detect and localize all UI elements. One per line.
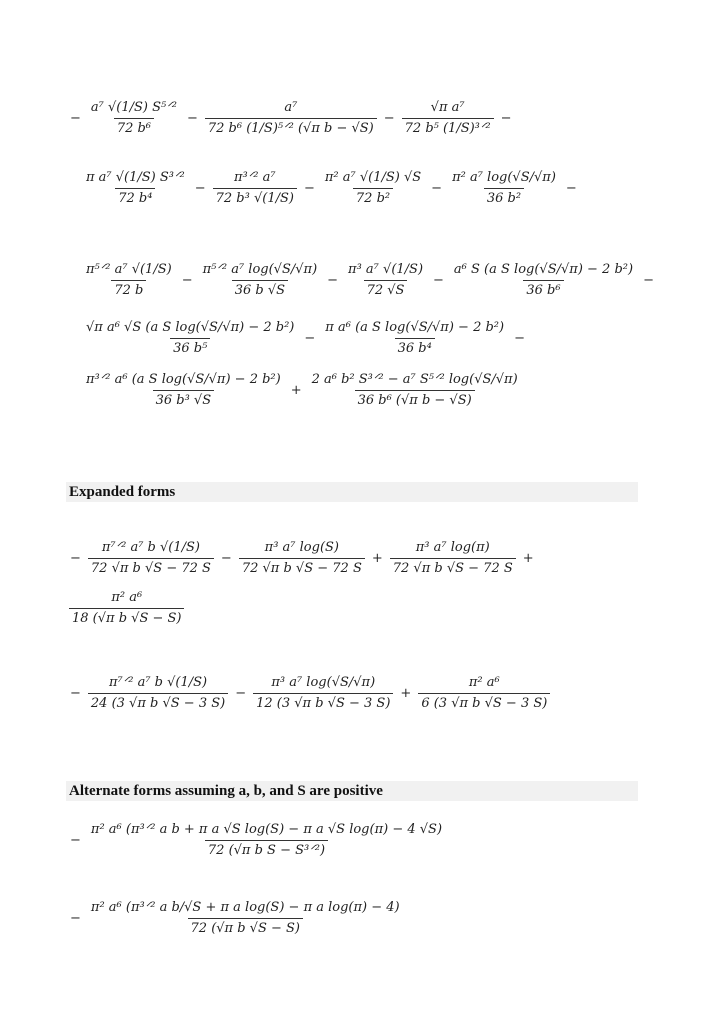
expanded-form-1-continued (66, 590, 187, 627)
denominator: 72 √π b √S − 72 S (88, 558, 214, 577)
operator: − (304, 330, 316, 346)
fraction (322, 170, 424, 207)
numerator: a⁶ S (a S log(√S/√π) − 2 b²) (453, 262, 634, 277)
operator: + (400, 685, 412, 701)
denominator: 18 (√π b √S − S) (69, 608, 184, 627)
fraction (83, 262, 175, 299)
operator: − (383, 110, 395, 126)
operator: − (186, 110, 198, 126)
alternate-form-1 (66, 822, 448, 859)
top-line-1 (66, 100, 516, 137)
operator: − (327, 272, 339, 288)
fraction (390, 540, 516, 577)
fraction (88, 100, 180, 137)
top-line-2 (80, 170, 581, 207)
denominator: 72 b⁶ (114, 118, 154, 137)
top-line-5 (80, 372, 524, 409)
denominator: 36 b⁵ (170, 338, 210, 357)
denominator: 36 b⁴ (395, 338, 435, 357)
denominator: 6 (3 √π b √S − 3 S) (418, 693, 550, 712)
numerator: π² a⁶ (468, 675, 500, 690)
denominator: 36 b √S (232, 280, 288, 299)
expanded-form-1 (66, 540, 538, 577)
fraction (69, 590, 184, 627)
fraction (345, 262, 426, 299)
denominator: 72 b⁵ (1/S)³ᐟ² (402, 118, 494, 137)
section-header-alternate: Alternate forms assuming a, b, and S are positive (66, 781, 638, 801)
top-line-4 (80, 320, 529, 357)
trailing-operator: − (643, 272, 654, 288)
numerator: 2 a⁶ b² S³ᐟ² − a⁷ S⁵ᐟ² log(√S/√π) (311, 372, 518, 387)
fraction (418, 675, 550, 712)
operator: − (220, 550, 232, 566)
numerator: √π a⁷ (430, 100, 465, 115)
numerator: π⁵ᐟ² a⁷ log(√S/√π) (202, 262, 318, 277)
denominator: 36 b² (484, 188, 524, 207)
denominator: 72 (√π b S − S³ᐟ²) (205, 840, 328, 859)
denominator: 36 b⁶ (523, 280, 563, 299)
denominator: 72 √π b √S − 72 S (390, 558, 516, 577)
denominator: 72 b³ √(1/S) (213, 188, 297, 207)
fraction (83, 372, 284, 409)
numerator: π⁷ᐟ² a⁷ b √(1/S) (108, 675, 208, 690)
numerator: π² a⁷ log(√S/√π) (452, 170, 556, 185)
numerator: π² a⁶ (111, 590, 143, 605)
numerator: π³ᐟ² a⁷ (234, 170, 276, 185)
operator: − (431, 180, 443, 196)
fraction (88, 540, 214, 577)
numerator: π a⁷ √(1/S) S³ᐟ² (86, 170, 185, 185)
fraction (213, 170, 297, 207)
operator: − (303, 180, 315, 196)
lead-operator: − (70, 910, 81, 926)
denominator: 24 (3 √π b √S − 3 S) (88, 693, 228, 712)
numerator: π² a⁷ √(1/S) √S (324, 170, 422, 185)
numerator: π² a⁶ (π³ᐟ² a b/√S + π a log(S) − π a log(π) − 4) (90, 900, 400, 915)
lead-operator: − (70, 110, 81, 126)
fraction (449, 170, 559, 207)
section-header-expanded: Expanded forms (66, 482, 638, 502)
fraction (205, 100, 377, 137)
numerator: π³ a⁷ √(1/S) (348, 262, 424, 277)
fraction (88, 675, 228, 712)
numerator: π⁵ᐟ² a⁷ √(1/S) (86, 262, 172, 277)
operator: − (433, 272, 444, 288)
fraction (83, 320, 297, 357)
denominator: 72 b (111, 280, 146, 299)
lead-operator: − (70, 685, 81, 701)
fraction (88, 900, 403, 937)
numerator: π³ᐟ² a⁶ (a S log(√S/√π) − 2 b²) (86, 372, 281, 387)
trailing-operator: − (514, 330, 525, 346)
expanded-form-2 (66, 675, 553, 712)
numerator: a⁷ √(1/S) S⁵ᐟ² (90, 100, 177, 115)
fraction (200, 262, 321, 299)
fraction (402, 100, 494, 137)
fraction (83, 170, 188, 207)
fraction (309, 372, 521, 409)
denominator: 12 (3 √π b √S − 3 S) (253, 693, 393, 712)
operator: + (290, 382, 302, 398)
denominator: 36 b⁶ (√π b − √S) (355, 390, 475, 409)
operator: + (371, 550, 383, 566)
denominator: 72 √S (364, 280, 408, 299)
numerator: π² a⁶ (π³ᐟ² a b + π a √S log(S) − π a √S log(π) − 4 √S) (90, 822, 443, 837)
alternate-form-2 (66, 900, 406, 937)
trailing-operator: + (522, 550, 534, 566)
operator: − (181, 272, 193, 288)
denominator: 72 b⁶ (1/S)⁵ᐟ² (√π b − √S) (205, 118, 377, 137)
numerator: π³ a⁷ log(S) (264, 540, 339, 555)
numerator: π³ a⁷ log(π) (415, 540, 490, 555)
operator: − (235, 685, 247, 701)
denominator: 72 (√π b √S − S) (188, 918, 303, 937)
fraction (451, 262, 636, 299)
fraction (322, 320, 507, 357)
numerator: a⁷ (284, 100, 298, 115)
lead-operator: − (70, 550, 81, 566)
trailing-operator: − (500, 110, 512, 126)
numerator: π⁷ᐟ² a⁷ b √(1/S) (101, 540, 200, 555)
fraction (239, 540, 365, 577)
numerator: π a⁶ (a S log(√S/√π) − 2 b²) (325, 320, 505, 335)
top-line-3 (80, 262, 658, 299)
operator: − (194, 180, 206, 196)
denominator: 36 b³ √S (153, 390, 215, 409)
fraction (253, 675, 393, 712)
fraction (88, 822, 445, 859)
lead-operator: − (70, 832, 81, 848)
numerator: π³ a⁷ log(√S/√π) (271, 675, 376, 690)
numerator: √π a⁶ √S (a S log(√S/√π) − 2 b²) (86, 320, 295, 335)
denominator: 72 b⁴ (115, 188, 155, 207)
denominator: 72 √π b √S − 72 S (239, 558, 365, 577)
denominator: 72 b² (353, 188, 393, 207)
trailing-operator: − (565, 180, 577, 196)
